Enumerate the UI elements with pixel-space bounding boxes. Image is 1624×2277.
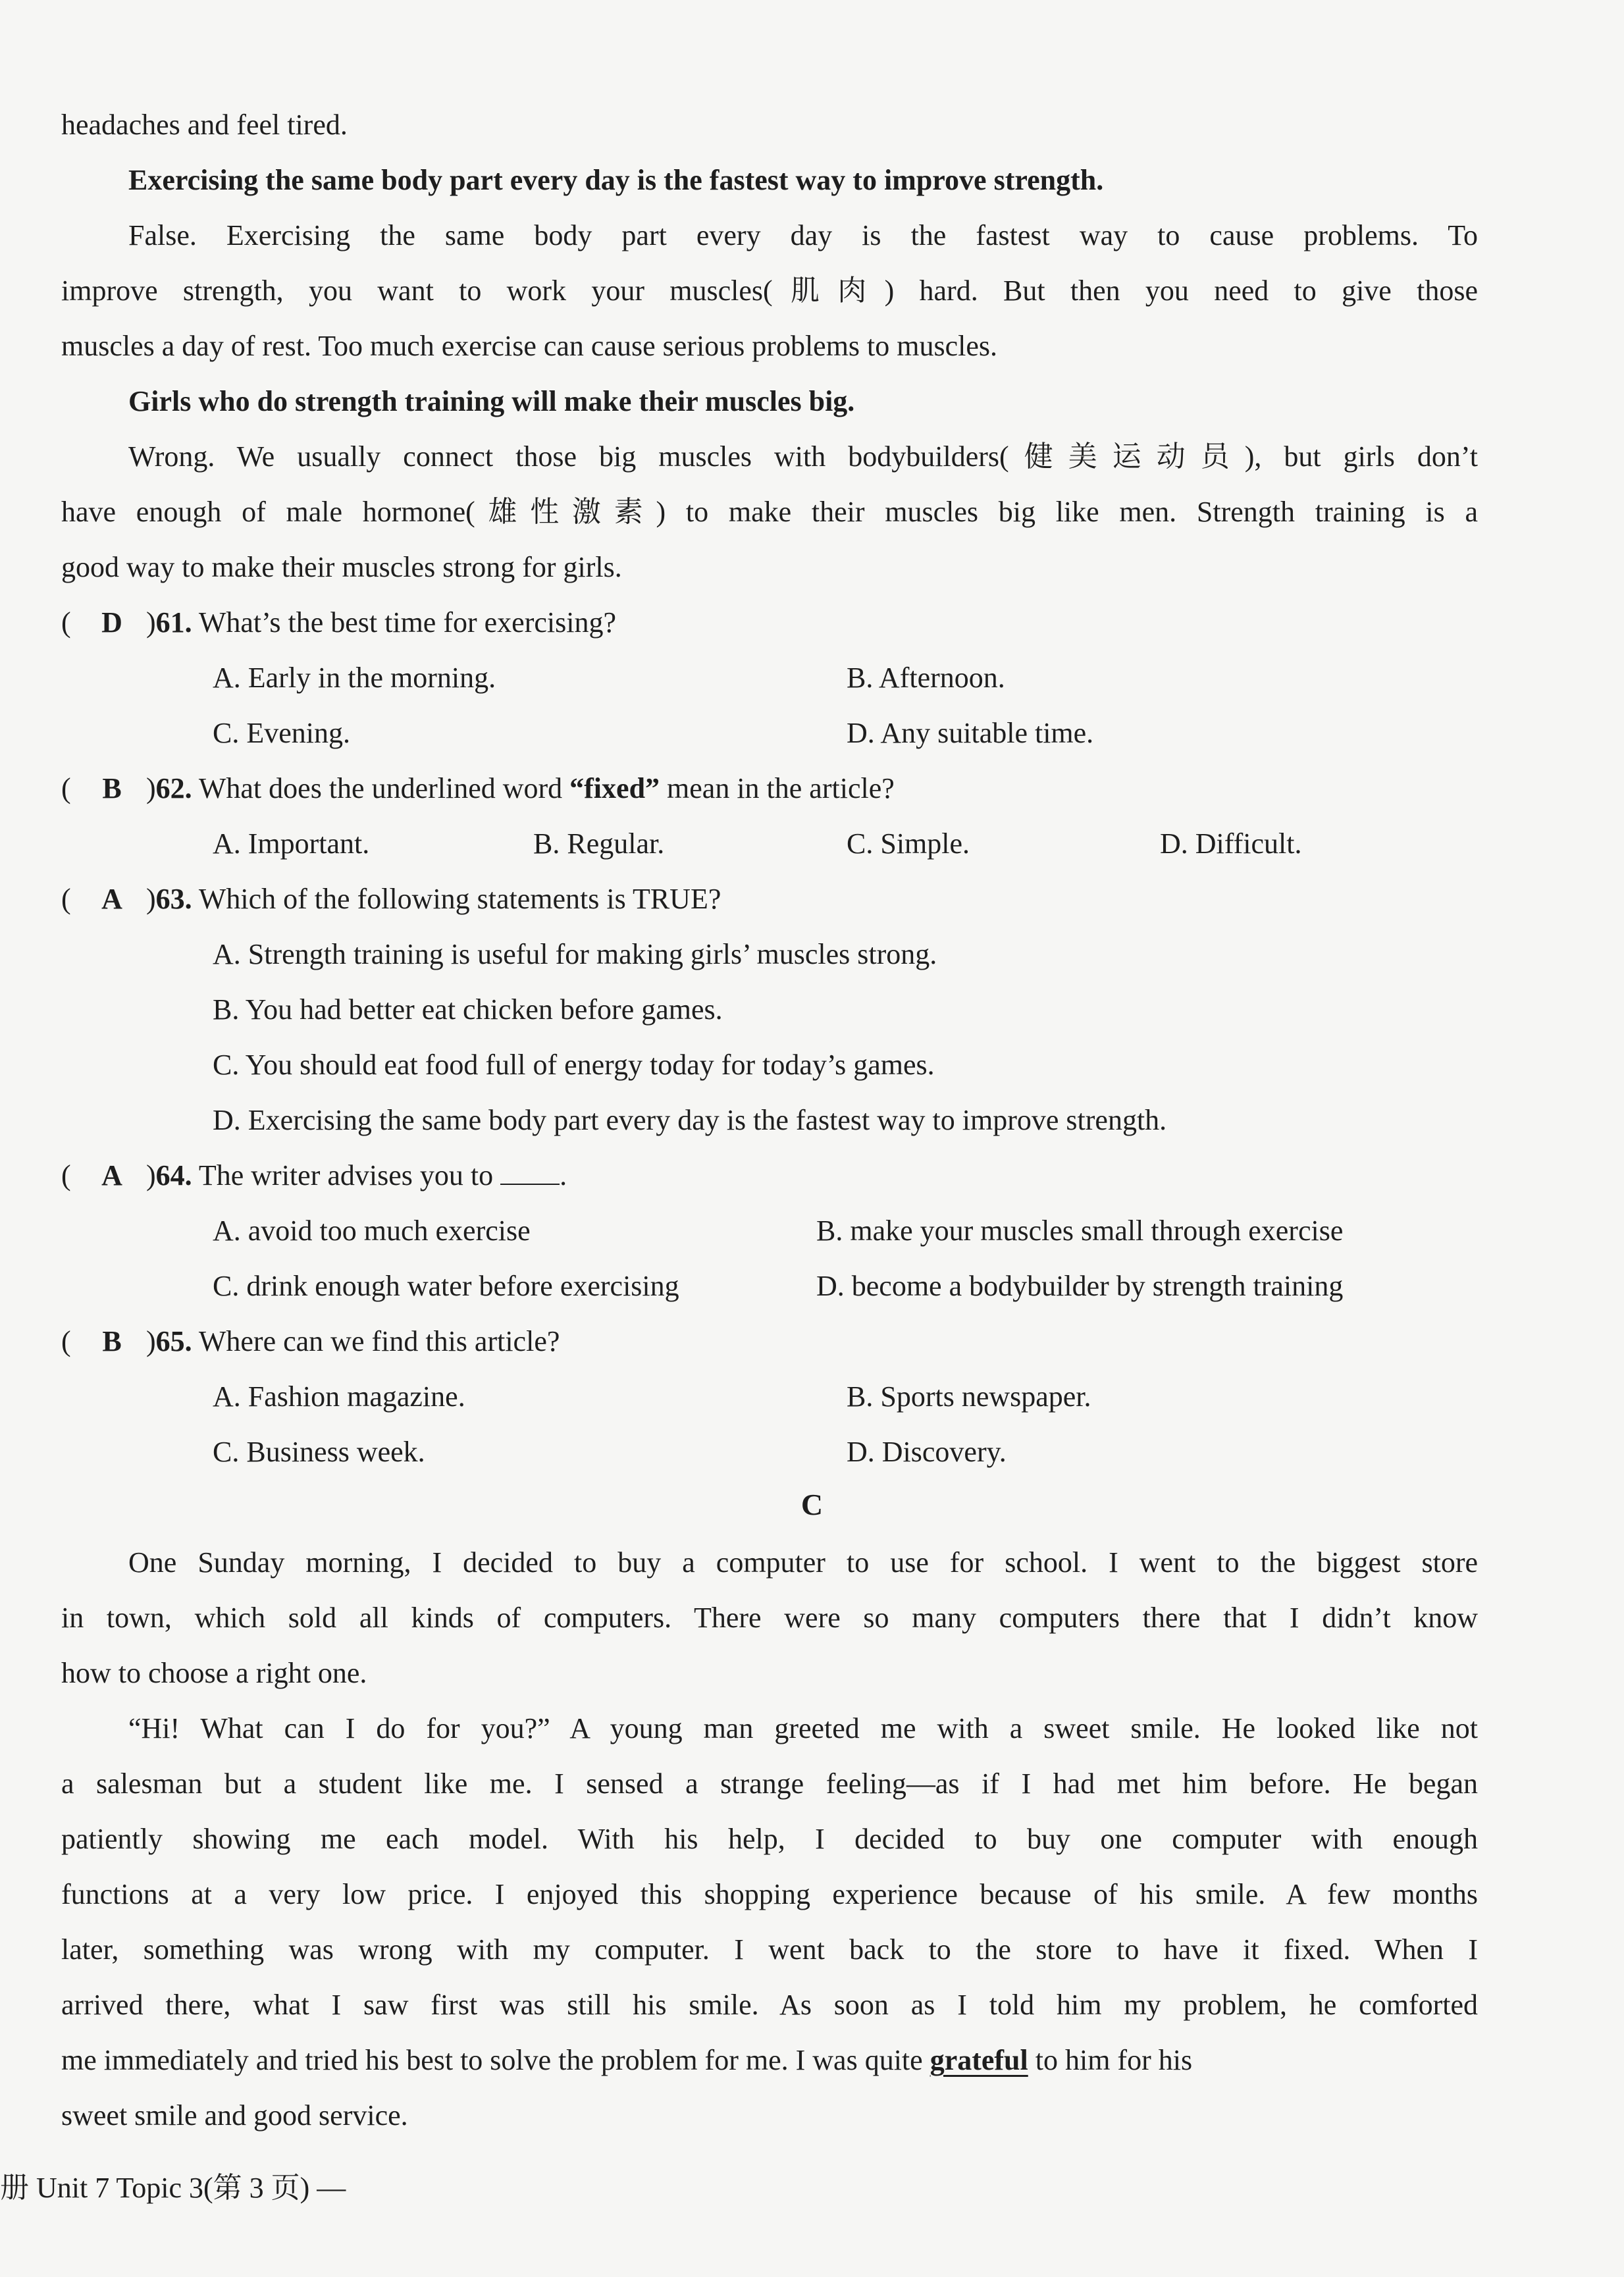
- answer-blank: [500, 1160, 560, 1185]
- section-title: C: [800, 1488, 824, 1521]
- question-stem: mean in the article?: [660, 772, 895, 804]
- option: A. avoid too much exercise: [213, 1215, 531, 1247]
- option: D. Difficult.: [1160, 827, 1302, 860]
- option: A. Fashion magazine.: [213, 1380, 465, 1413]
- question-stem: What’s the best time for exercising?: [198, 606, 616, 639]
- answer-letter: A: [101, 883, 122, 915]
- page-footer: 册 Unit 7 Topic 3(第 3 页) —: [0, 2172, 346, 2204]
- question-number: 64.: [155, 1159, 192, 1191]
- question-number: 65.: [155, 1325, 192, 1357]
- passage-line: functions at a very low price. I enjoyed this shopping experience because of his smile. A few months: [61, 1878, 1478, 1910]
- option: A. Important.: [213, 827, 370, 860]
- question-stem-line: )62. What does the underlined word “fixed” mean in the article?: [146, 772, 895, 804]
- question-stem: The writer advises you to: [198, 1159, 494, 1191]
- passage-line: improve strength, you want to work your muscles(肌肉) hard. But then you need to give those: [61, 275, 1478, 307]
- open-paren: (: [61, 1159, 71, 1191]
- passage-line: have enough of male hormone(雄性激素) to make their muscles big like men. Strength training is a: [61, 496, 1478, 528]
- passage-text: to him for his: [1028, 2044, 1193, 2076]
- option: B. Regular.: [533, 827, 665, 860]
- passage-line: good way to make their muscles strong for girls.: [61, 551, 622, 583]
- question-number: 62.: [155, 772, 192, 804]
- passage-line: later, something was wrong with my computer. I went back to the store to have it fixed. When I: [61, 1933, 1478, 1966]
- option: D. become a bodybuilder by strength training: [816, 1270, 1344, 1302]
- passage-text: me immediately and tried his best to solve the problem for me. I was quite: [61, 2044, 930, 2076]
- answer-letter: B: [102, 772, 122, 804]
- passage-line: patiently showing me each model. With his help, I decided to buy one computer with enough: [61, 1823, 1478, 1855]
- open-paren: (: [61, 1325, 71, 1357]
- option: D. Exercising the same body part every day is the fastest way to improve strength.: [213, 1104, 1167, 1136]
- option: D. Any suitable time.: [847, 717, 1094, 749]
- question-stem: Where can we find this article?: [198, 1325, 560, 1357]
- option: C. Simple.: [847, 827, 970, 860]
- passage-line: Wrong. We usually connect those big muscles with bodybuilders(健美运动员), but girls don’t: [128, 440, 1478, 473]
- section-heading: Exercising the same body part every day is the fastest way to improve strength.: [128, 164, 1104, 196]
- option: A. Early in the morning.: [213, 662, 496, 694]
- option: C. Business week.: [213, 1436, 425, 1468]
- option: D. Discovery.: [847, 1436, 1007, 1468]
- key-word: “fixed”: [569, 772, 660, 804]
- option: B. make your muscles small through exercise: [816, 1215, 1344, 1247]
- question-stem-line: )65. Where can we find this article?: [146, 1325, 560, 1357]
- question-stem: What does the underlined word: [198, 772, 570, 804]
- option: C. drink enough water before exercising: [213, 1270, 679, 1302]
- answer-letter: A: [101, 1159, 122, 1191]
- option: A. Strength training is useful for making girls’ muscles strong.: [213, 938, 937, 970]
- passage-line: One Sunday morning, I decided to buy a computer to use for school. I went to the biggest store: [128, 1546, 1478, 1579]
- question-stem-line: )64. The writer advises you to .: [146, 1159, 567, 1191]
- passage-line: “Hi! What can I do for you?” A young man greeted me with a sweet smile. He looked like not: [128, 1712, 1478, 1744]
- passage-line: headaches and feel tired.: [61, 109, 348, 141]
- passage-line: how to choose a right one.: [61, 1657, 367, 1689]
- answer-letter: B: [102, 1325, 122, 1357]
- passage-line: False. Exercising the same body part every day is the fastest way to cause problems. To: [128, 219, 1478, 251]
- passage-line: in town, which sold all kinds of computers. There were so many computers there that I didn’t know: [61, 1602, 1478, 1634]
- passage-line: sweet smile and good service.: [61, 2099, 408, 2132]
- question-stem: Which of the following statements is TRUE?: [198, 883, 721, 915]
- open-paren: (: [61, 606, 71, 639]
- option: C. You should eat food full of energy today for today’s games.: [213, 1049, 935, 1081]
- question-number: 61.: [155, 606, 192, 639]
- option: B. You had better eat chicken before games.: [213, 993, 723, 1026]
- underlined-word: grateful: [930, 2044, 1028, 2076]
- passage-line: [61, 2042, 1478, 2079]
- option: B. Afternoon.: [847, 662, 1005, 694]
- question-stem-line: )63. Which of the following statements is TRUE?: [146, 883, 721, 915]
- section-heading: Girls who do strength training will make their muscles big.: [128, 385, 855, 417]
- question-stem-line: )61. What’s the best time for exercising?: [146, 606, 616, 639]
- passage-line: arrived there, what I saw first was still his smile. As soon as I told him my problem, he comforted: [61, 1989, 1478, 2021]
- open-paren: (: [61, 772, 71, 804]
- answer-letter: D: [101, 606, 122, 639]
- option: B. Sports newspaper.: [847, 1380, 1091, 1413]
- passage-line: muscles a day of rest. Too much exercise can cause serious problems to muscles.: [61, 330, 998, 362]
- open-paren: (: [61, 883, 71, 915]
- question-number: 63.: [155, 883, 192, 915]
- option: C. Evening.: [213, 717, 350, 749]
- passage-line: a salesman but a student like me. I sensed a strange feeling—as if I had met him before. He began: [61, 1767, 1478, 1800]
